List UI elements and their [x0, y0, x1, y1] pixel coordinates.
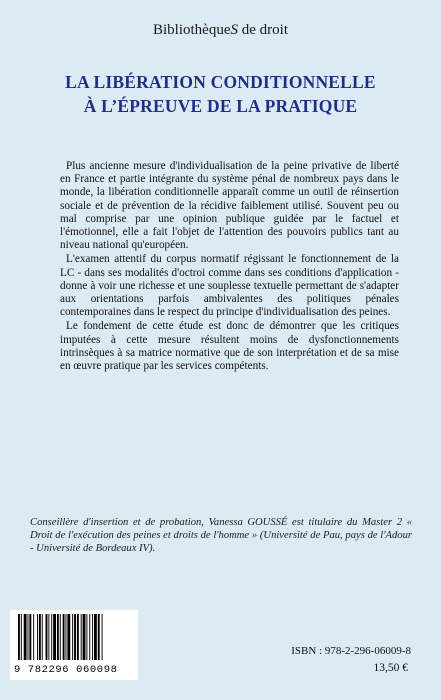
barcode-digits: 9 782296 060098: [14, 664, 118, 676]
barcode-bar: [67, 614, 70, 660]
barcode-bar: [28, 614, 29, 660]
blurb-paragraph-3: Le fondement de cette étude est donc de démontrer que les critiques imputées à cette mesure résultent moins de dysfonctionnements intrinsèques à sa matrice normative que de son interprétation et de sa mise en œuvre pratique par les services compétents.: [60, 320, 399, 373]
barcode-bar: [46, 614, 48, 660]
series-name: [0, 22, 441, 39]
barcode-bar: [33, 614, 34, 660]
barcode-bar: [89, 614, 90, 660]
barcode-bar: [77, 614, 79, 660]
book-title: [0, 70, 441, 118]
title-line-1: LA LIBÉRATION CONDITIONNELLE: [65, 72, 376, 92]
barcode-bar: [81, 614, 82, 660]
barcode-bar: [21, 614, 22, 660]
barcode-bar: [66, 614, 67, 660]
barcode-bar: [51, 614, 52, 660]
series-prefix: Bibliothèque: [153, 22, 231, 38]
barcode-bar: [102, 614, 103, 660]
barcode-bar: [18, 614, 20, 660]
title-line-2: À L’ÉPREUVE DE LA PRATIQUE: [83, 96, 358, 116]
barcode-bar: [48, 614, 49, 660]
barcode-bar: [60, 614, 61, 660]
barcode-bar: [37, 614, 38, 660]
blurb-paragraph-1: Plus ancienne mesure d'individualisation de la peine privative de liberté en France et partie intégrante du système pénal de nombreux pays dans le monde, la libération conditionnelle apparaît comme un outil de réinsertion sociale et de prévention de la récidive faiblement utilisé. Souvent peu ou mal comprise par une opinion publique guidée par le factuel et l'émotionnel, elle a fait l'objet de l'attention des pouvoirs publics tant au niveau national qu'européen.: [60, 160, 399, 252]
barcode-bar: [94, 614, 97, 660]
series-suffix: de droit: [238, 22, 288, 38]
barcode-bar: [63, 614, 65, 660]
blurb-paragraph-2: L'examen attentif du corpus normatif régissant le fonctionnement de la LC - dans ses modalités d'octroi comme dans ses conditions d'application - donne à voir une richesse et une souplesse textuelle permettant de s'adapter aux orientations parfois ambivalentes des politiques pénales contemporaines dans le respect du principe d'individualisation des peines.: [60, 253, 399, 319]
barcode-bar: [57, 614, 59, 660]
barcode-bar: [98, 614, 100, 660]
price-label: 13,50 €: [373, 662, 408, 674]
barcode-bars: [16, 614, 132, 664]
barcode: [10, 610, 138, 680]
barcode-bar: [24, 614, 27, 660]
barcode-bar: [42, 614, 43, 660]
barcode-bar: [74, 614, 76, 660]
series-italic-letter: S: [230, 22, 238, 38]
author-note: Conseillère d'insertion et de probation, Vanessa GOUSSÉ est titulaire du Master 2 « Droit de l'exécution des peines et droits de l'homme » (Université de Pau, pays de l'Adour - Université de Bordeaux IV).: [30, 517, 412, 554]
blurb: [60, 160, 399, 374]
barcode-bar: [83, 614, 86, 660]
barcode-bar: [92, 614, 93, 660]
barcode-bar: [29, 614, 31, 660]
barcode-bar: [72, 614, 73, 660]
barcode-bar: [86, 614, 87, 660]
barcode-bar: [39, 614, 41, 660]
isbn-label: ISBN : 978-2-296-06009-8: [291, 645, 411, 657]
barcode-bar: [53, 614, 56, 660]
